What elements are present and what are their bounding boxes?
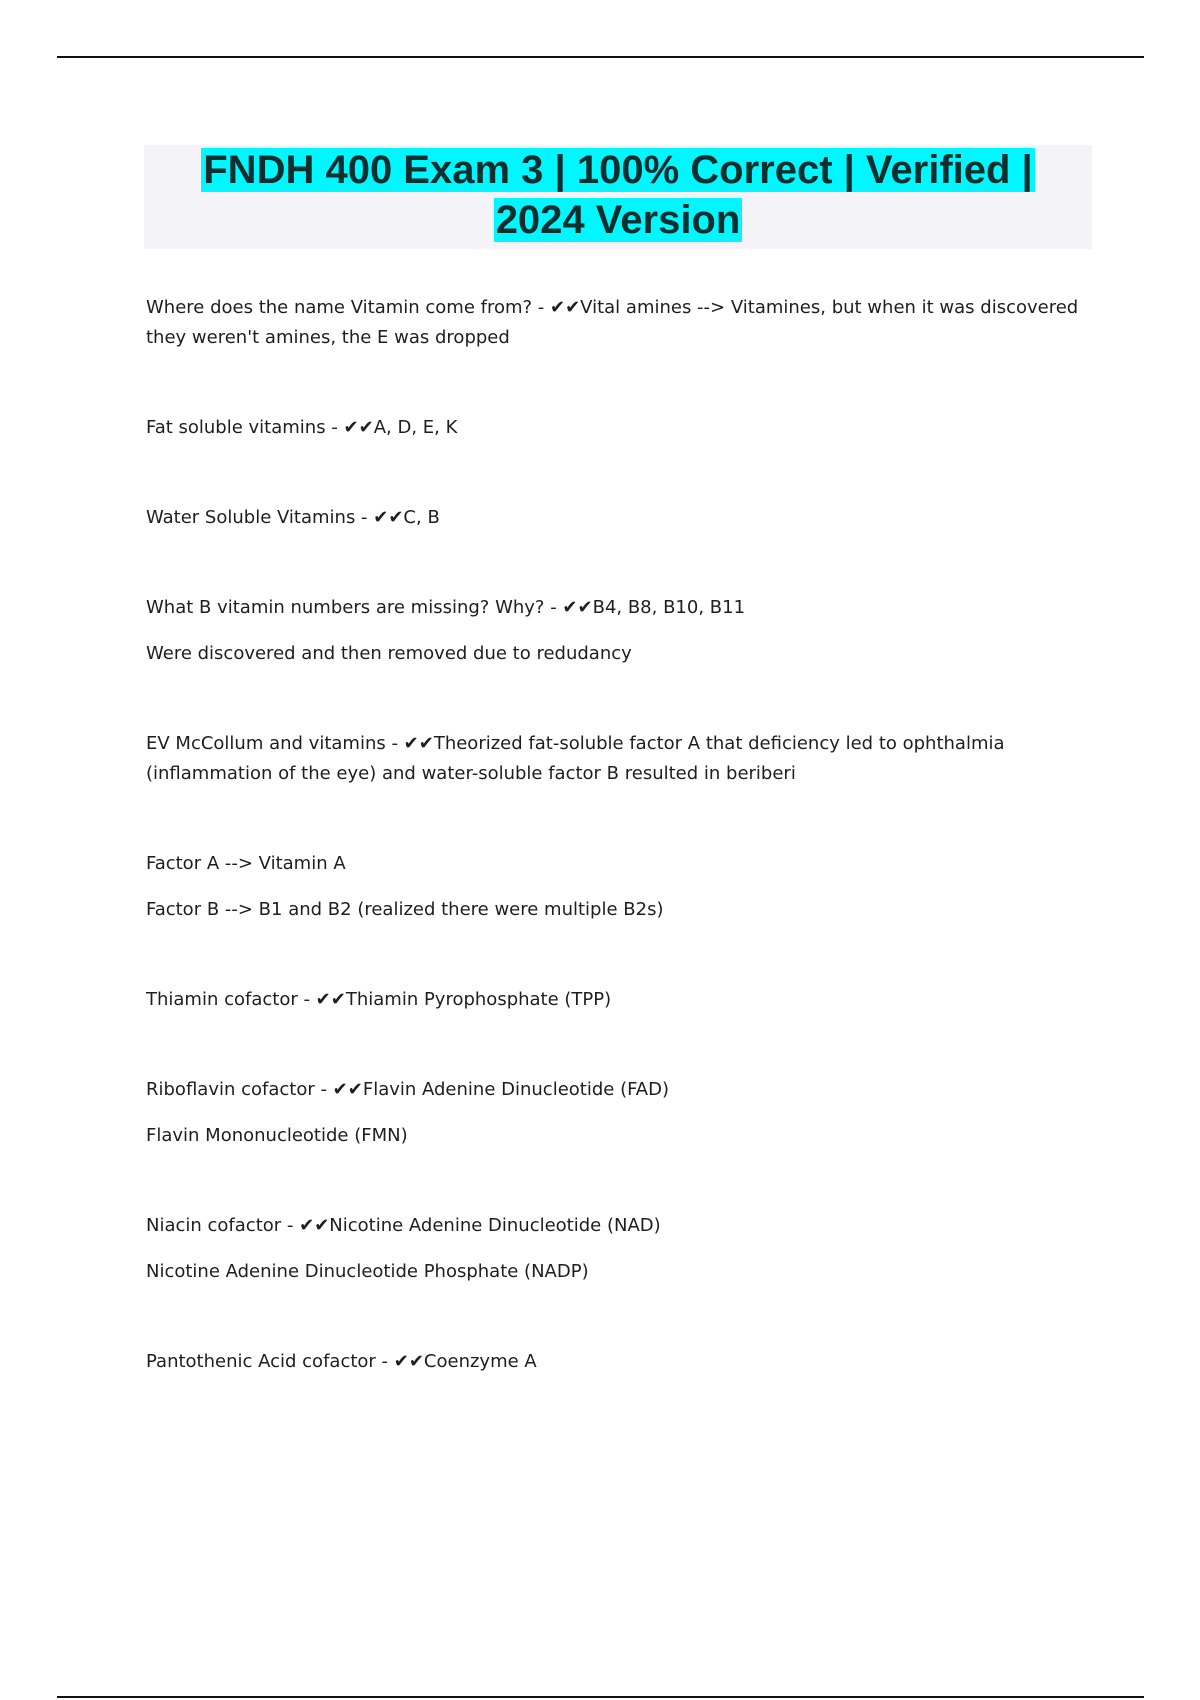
qa-water-soluble: Water Soluble Vitamins - ✔✔C, B <box>146 507 440 528</box>
title-line-1: FNDH 400 Exam 3 | 100% Correct | Verified | <box>203 148 1033 192</box>
qa-pantothenic-cofactor: Pantothenic Acid cofactor - ✔✔Coenzyme A <box>146 1351 537 1372</box>
qa-niacin-nadp: Nicotine Adenine Dinucleotide Phosphate (NADP) <box>146 1261 589 1282</box>
qa-mccollum: EV McCollum and vitamins - ✔✔Theorized fat-soluble factor A that deficiency led to ophthalmia (inflammation of the eye) and water-soluble factor B resulted in beriberi <box>146 733 1011 784</box>
document-body <box>146 293 1096 1377</box>
qa-vitamin-name-origin: Where does the name Vitamin come from? - ✔✔Vital amines --> Vitamines, but when it was discovered they weren't amines, the E was dropped <box>146 297 1084 348</box>
qa-thiamin-cofactor: Thiamin cofactor - ✔✔Thiamin Pyrophosphate (TPP) <box>146 989 612 1010</box>
bottom-rule <box>57 1696 1144 1698</box>
qa-riboflavin-fmn: Flavin Mononucleotide (FMN) <box>146 1125 408 1146</box>
qa-factor-a: Factor A --> Vitamin A <box>146 853 346 874</box>
title-line-2: 2024 Version <box>495 198 741 242</box>
qa-niacin-cofactor: Niacin cofactor - ✔✔Nicotine Adenine Dinucleotide (NAD) <box>146 1215 661 1236</box>
top-rule <box>57 56 1144 58</box>
qa-fat-soluble: Fat soluble vitamins - ✔✔A, D, E, K <box>146 417 458 438</box>
qa-riboflavin-cofactor: Riboflavin cofactor - ✔✔Flavin Adenine Dinucleotide (FAD) <box>146 1079 669 1100</box>
qa-missing-b-vitamins-note: Were discovered and then removed due to redudancy <box>146 643 632 664</box>
qa-factor-b: Factor B --> B1 and B2 (realized there were multiple B2s) <box>146 899 664 920</box>
title-box <box>144 145 1092 249</box>
qa-missing-b-vitamins: What B vitamin numbers are missing? Why? - ✔✔B4, B8, B10, B11 <box>146 597 746 618</box>
document-title <box>144 145 1092 245</box>
